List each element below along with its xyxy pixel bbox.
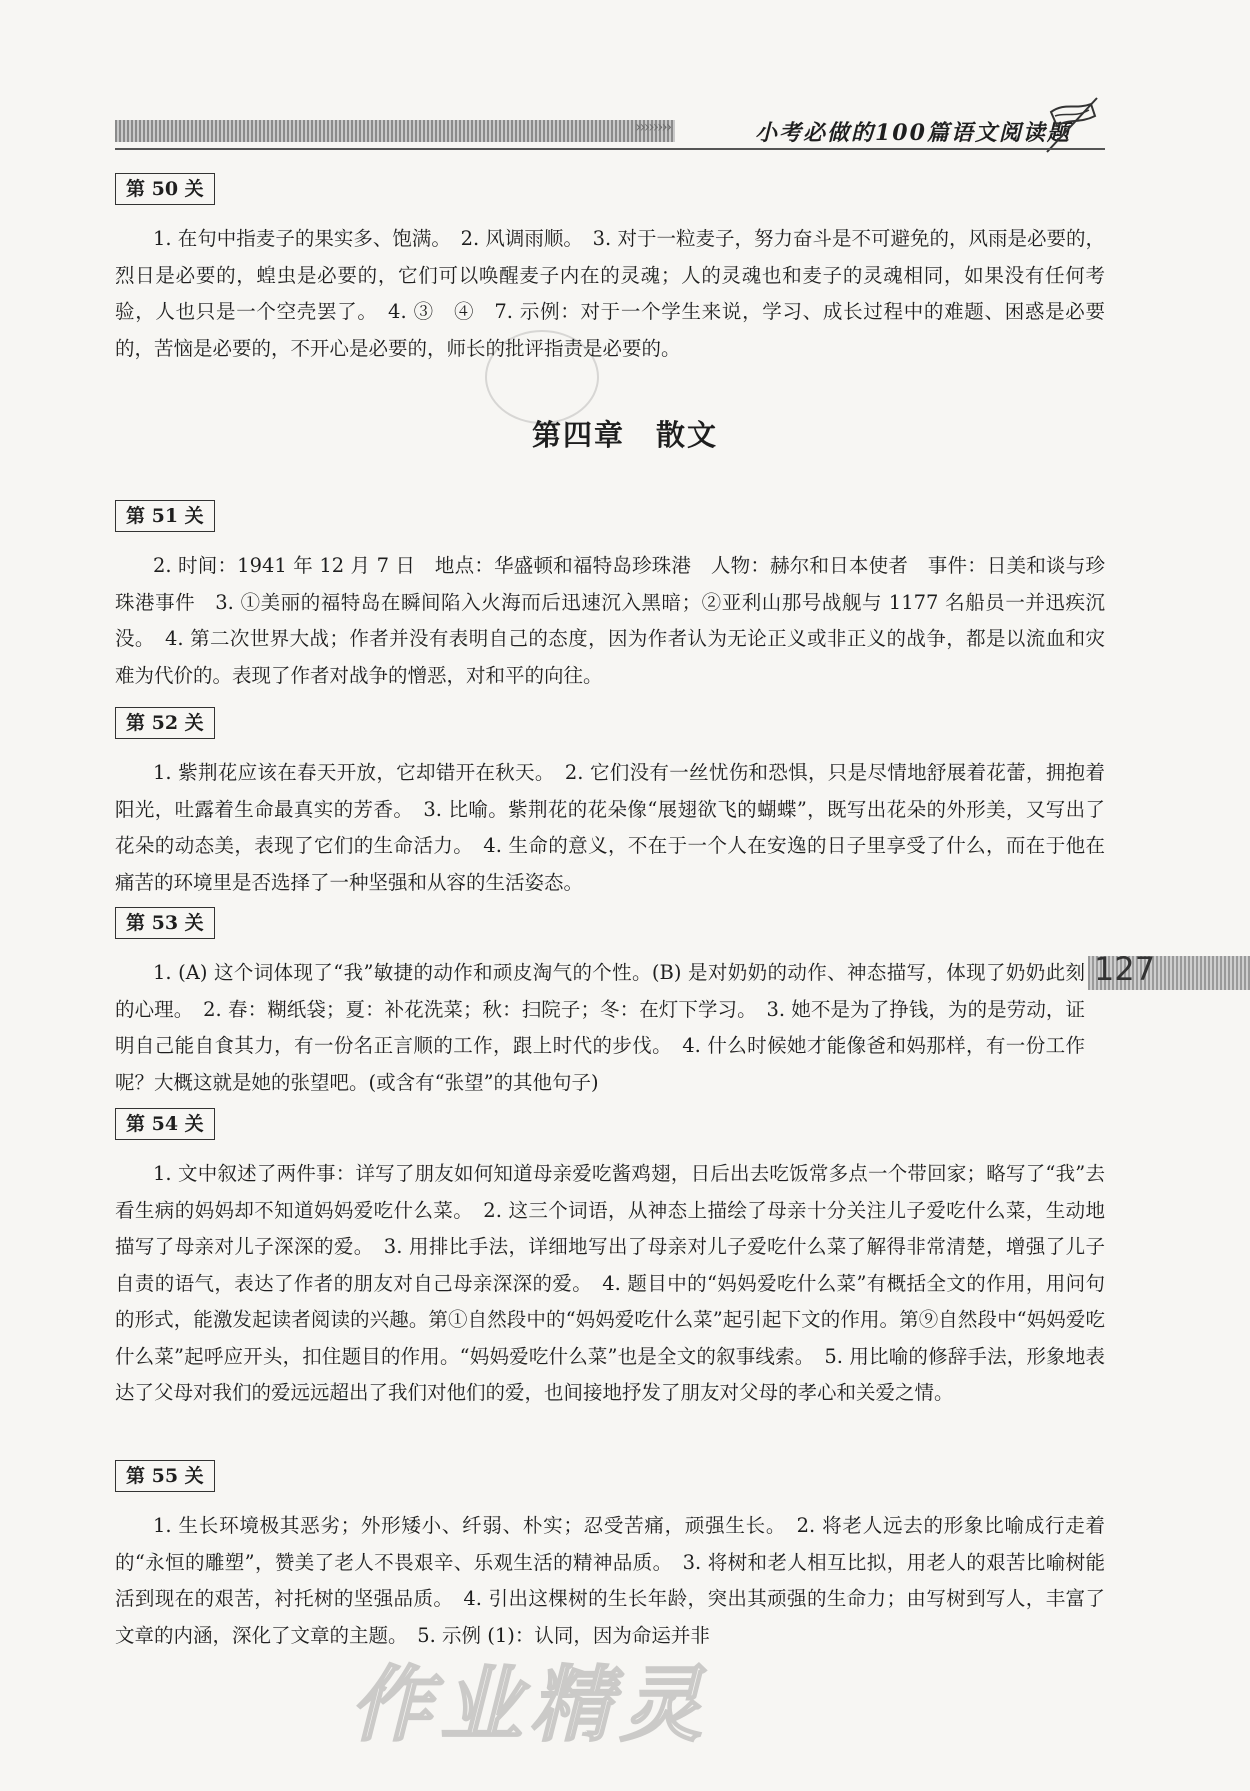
answer-text: 1. 紫荆花应该在春天开放，它却错开在秋天。 2. 它们没有一丝忧伤和恐惧，只是尽情地舒展着花蕾，拥抱着阳光，吐露着生命最真实的芳香。 3. 比喻。紫荆花的花朵像“展翅欲飞的蝴蝶”，既写出花朵的外形美，又写出了花朵的动态美，表现了它们的生命活力。 4. 生命的意义，不在于一个人在安逸的日子里享受了什么，而在于他在痛苦的环境里是否选择了一种坚强和从容的生活姿态。 (115, 761, 1105, 894)
book-title: 小考必做的100篇语文阅读题 (755, 120, 1071, 146)
section-label: 第 55 关 (115, 1460, 215, 1492)
section-label: 第 51 关 (115, 500, 215, 532)
flag-icon (1035, 92, 1115, 156)
answer-text: 1. 在句中指麦子的果实多、饱满。 2. 风调雨顺。 3. 对于一粒麦子，努力奋斗是不可避免的，风雨是必要的，烈日是必要的，蝗虫是必要的，它们可以唤醒麦子内在的灵魂；人的灵魂也和麦子的灵魂相同，如果没有任何考验，人也只是一个空壳罢了。 4. ③ ④ 7. 示例：对于一个学生来说，学习、成长过程中的难题、困惑是必要的，苦恼是必要的，不开心是必要的，师长的批评指责是必要的。 (115, 227, 1105, 360)
answer-section-51 (115, 500, 1105, 694)
watermark-text: 作业精灵 (350, 1658, 710, 1753)
answer-text: 1. (A) 这个词体现了“我”敏捷的动作和顽皮淘气的个性。(B) 是对奶奶的动作、神态描写，体现了奶奶此刻的心理。 2. 春：糊纸袋；夏：补花洗菜；秋：扫院子；冬：在灯下学习。 3. 她不是为了挣钱，为的是劳动，证明自己能自食其力，有一份名正言顺的工作，跟上时代的步伐。 4. 什么时候她才能像爸和妈那样，有一份工作呢？大概这就是她的张望吧。(或含有“张望”的其他句子) (115, 961, 1085, 1094)
page-number: 127 (1094, 950, 1156, 988)
header-decor-band (115, 120, 675, 142)
answer-text: 1. 生长环境极其恶劣；外形矮小、纤弱、朴实；忍受苦痛，顽强生长。 2. 将老人远去的形象比喻成行走着的“永恒的雕塑”，赞美了老人不畏艰辛、乐观生活的精神品质。 3. 将树和老人相互比拟，用老人的艰苦比喻树能活到现在的艰苦，衬托树的坚强品质。 4. 引出这棵树的生长年龄，突出其顽强的生命力；由写树到写人，丰富了文章的内涵，深化了文章的主题。 5. 示例 (1)：认同，因为命运并非 (115, 1514, 1105, 1647)
header-rule (115, 148, 1105, 150)
section-label: 第 54 关 (115, 1108, 215, 1140)
answer-section-55 (115, 1460, 1105, 1654)
chapter-title: 第四章 散文 (531, 418, 718, 452)
answer-section-53 (115, 907, 1105, 1101)
answer-section-52 (115, 707, 1105, 901)
page-header (115, 112, 1105, 150)
header-arrows: ›››››››› (635, 117, 671, 136)
answer-text: 1. 文中叙述了两件事：详写了朋友如何知道母亲爱吃酱鸡翅，日后出去吃饭常多点一个带回家；略写了“我”去看生病的妈妈却不知道妈妈爱吃什么菜。 2. 这三个词语，从神态上描绘了母亲十分关注儿子爱吃什么菜，生动地描写了母亲对儿子深深的爱。 3. 用排比手法，详细地写出了母亲对儿子爱吃什么菜了解得非常清楚，增强了儿子自责的语气，表达了作者的朋友对自己母亲深深的爱。 4. 题目中的“妈妈爱吃什么菜”有概括全文的作用，用问句的形式，能激发起读者阅读的兴趣。第①自然段中的“妈妈爱吃什么菜”起引起下文的作用。第⑨自然段中“妈妈爱吃什么菜”起呼应开头，扣住题目的作用。“妈妈爱吃什么菜”也是全文的叙事线索。 5. 用比喻的修辞手法，形象地表达了父母对我们的爱远远超出了我们对他们的爱，也间接地抒发了朋友对父母的孝心和关爱之情。 (115, 1162, 1105, 1404)
answer-section-54 (115, 1108, 1105, 1412)
section-label: 第 50 关 (115, 173, 215, 205)
answer-text: 2. 时间：1941 年 12 月 7 日 地点：华盛顿和福特岛珍珠港 人物：赫尔和日本使者 事件：日美和谈与珍珠港事件 3. ①美丽的福特岛在瞬间陷入火海而后迅速沉入黑暗；②亚利山那号战舰与 1177 名船员一并迅疾沉没。 4. 第二次世界大战；作者并没有表明自己的态度，因为作者认为无论正义或非正义的战争，都是以流血和灾难为代价的。表现了作者对战争的憎恶，对和平的向往。 (115, 554, 1105, 687)
answer-section-50 (115, 173, 1105, 367)
section-label: 第 52 关 (115, 707, 215, 739)
section-label: 第 53 关 (115, 907, 215, 939)
